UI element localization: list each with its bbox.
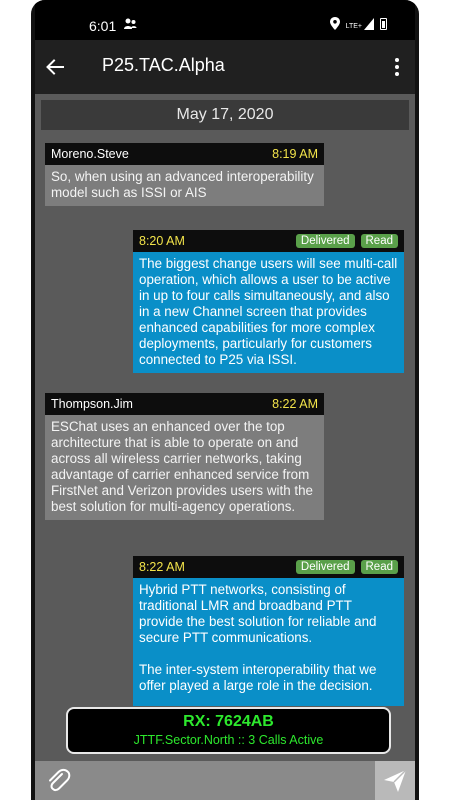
- send-button[interactable]: [375, 761, 415, 800]
- message-time: 8:22 AM: [272, 397, 318, 411]
- page-title: P25.TAC.Alpha: [102, 55, 225, 75]
- message-text-block: [133, 578, 404, 706]
- sender-name: Moreno.Steve: [51, 147, 129, 161]
- signal-icon: [364, 18, 374, 30]
- contact-status-icon: [123, 17, 137, 31]
- date-separator: May 17, 2020: [41, 100, 409, 130]
- battery-icon: [380, 18, 387, 30]
- sender-name: Thompson.Jim: [51, 397, 133, 411]
- status-time: 6:01: [89, 18, 117, 34]
- rx-code: RX: 7624AB: [183, 713, 274, 730]
- message-bubble[interactable]: [45, 393, 324, 520]
- message-text: The biggest change users will see multi-call operation, which allows a user to be active in up to four calls simultaneously, and also in a new Channel screen that provides enhanced capabilities for more complex deployments, particularly for customers connected to P25 via ISSI.: [133, 252, 404, 373]
- overflow-menu-button[interactable]: [387, 53, 407, 81]
- message-text: So, when using an advanced interoperability model such as ISSI or AIS: [45, 165, 324, 206]
- rx-detail: JTTF.Sector.North :: 3 Calls Active: [133, 733, 324, 747]
- message-header: [45, 143, 324, 165]
- signal-indicator: [346, 18, 374, 30]
- read-badge: Read: [361, 560, 399, 574]
- paperclip-icon: [45, 767, 71, 795]
- message-time: 8:19 AM: [272, 147, 318, 161]
- rx-status-box[interactable]: [66, 707, 391, 754]
- send-icon: [383, 769, 407, 793]
- status-bar: [35, 0, 415, 40]
- more-vertical-icon: [395, 58, 399, 62]
- message-paragraph: Hybrid PTT networks, consisting of traditional LMR and broadband PTT provide the best solution for reliable and secure PTT communications.: [139, 582, 377, 645]
- message-time: 8:20 AM: [139, 234, 185, 248]
- message-input[interactable]: [79, 765, 369, 797]
- message-bubble[interactable]: [45, 143, 324, 206]
- delivered-badge: Delivered: [296, 234, 355, 248]
- delivered-badge: Delivered: [296, 560, 355, 574]
- phone-frame: [31, 0, 419, 800]
- read-badge: Read: [361, 234, 399, 248]
- app-bar: [35, 40, 415, 94]
- message-header: [133, 230, 404, 252]
- message-time: 8:22 AM: [139, 560, 185, 574]
- network-label: LTE+: [345, 22, 362, 30]
- composer-bar: [35, 761, 415, 800]
- message-header: [45, 393, 324, 415]
- location-icon: [330, 17, 340, 30]
- status-icons: [330, 17, 387, 30]
- message-bubble[interactable]: [133, 230, 404, 373]
- attach-button[interactable]: [45, 767, 71, 795]
- screen: [35, 0, 415, 800]
- message-paragraph: The inter-system interoperability that we offer played a large role in the decision.: [139, 662, 377, 693]
- arrow-left-icon: [46, 59, 64, 75]
- message-bubble[interactable]: [133, 556, 404, 706]
- message-text: ESChat uses an enhanced over the top architecture that is able to operate on and across all wireless carrier networks, taking advantage of carrier enhanced service from FirstNet and Verizon provides users with the best solution for multi-agency operations.: [45, 415, 324, 520]
- message-header: [133, 556, 404, 578]
- back-button[interactable]: [41, 53, 69, 81]
